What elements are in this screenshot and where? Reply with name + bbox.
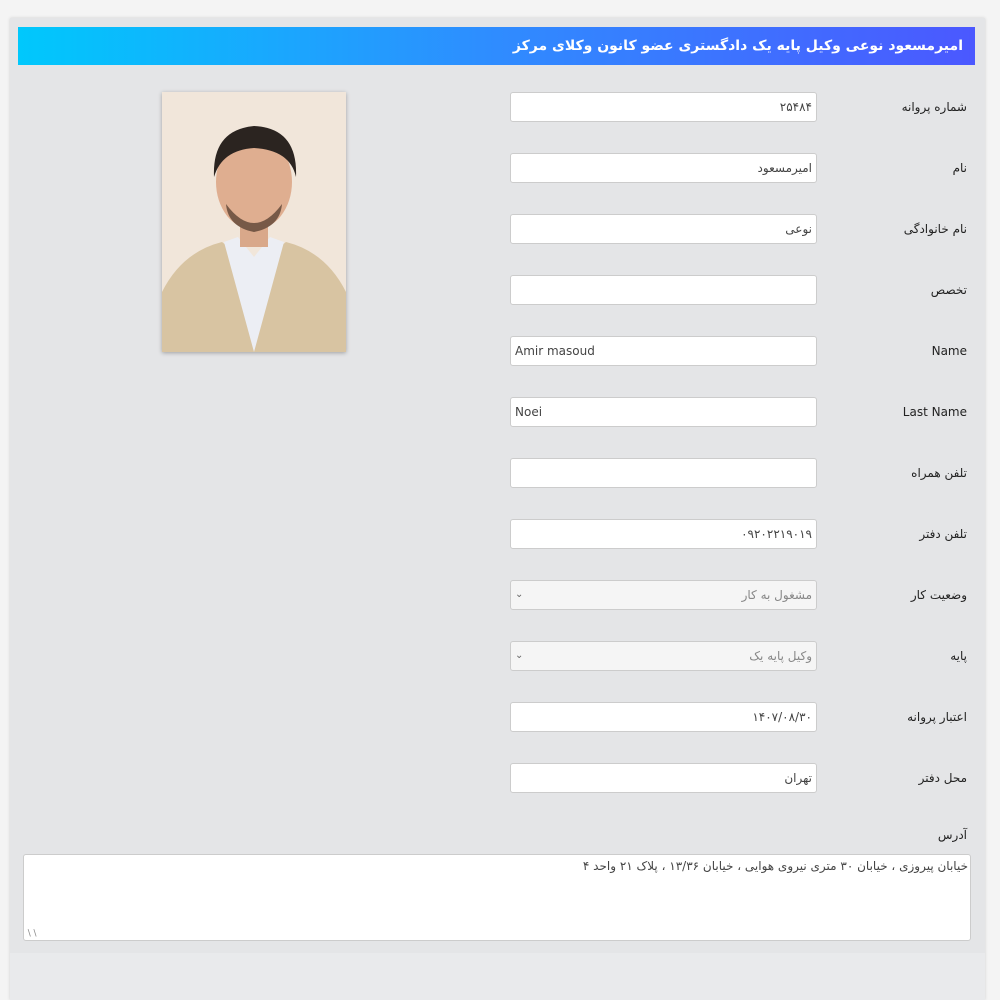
name-en-label: Name [931, 344, 967, 358]
license-number-input[interactable]: ۲۵۴۸۴ [510, 92, 817, 122]
field-row-work-status [10, 580, 985, 610]
license-validity-label: اعتبار پروانه [907, 710, 967, 724]
address-textarea[interactable] [23, 854, 971, 941]
field-row-first-name [10, 153, 985, 183]
address-label: آدرس [937, 828, 967, 842]
grade-value: وکیل پایه یک [749, 649, 812, 663]
specialty-label: تخصص [930, 283, 967, 297]
field-row-office-location [10, 763, 985, 793]
profile-header [18, 27, 975, 65]
first-name-input[interactable]: امیرمسعود [510, 153, 817, 183]
license-number-label: شماره پروانه [901, 100, 967, 114]
mobile-label: تلفن همراه [911, 466, 967, 480]
lastname-en-label: Last Name [902, 405, 967, 419]
office-phone-input[interactable]: ۰۹۲۰۲۲۱۹۰۱۹ [510, 519, 817, 549]
field-row-grade [10, 641, 985, 671]
field-row-lastname-en [10, 397, 985, 427]
office-location-input[interactable]: تهران [510, 763, 817, 793]
specialty-input[interactable] [510, 275, 817, 305]
lastname-en-input[interactable]: Noei [510, 397, 817, 427]
grade-label: پایه [950, 649, 967, 663]
chevron-down-icon: ⌄ [515, 589, 524, 600]
address-value: خیابان پیروزی ، خیابان ۳۰ متری نیروی هوایی ، خیابان ۱۳/۳۶ ، پلاک ۲۱ واحد ۴ [582, 859, 968, 873]
last-name-input[interactable]: نوعی [510, 214, 817, 244]
first-name-label: نام [952, 161, 967, 175]
office-phone-label: تلفن دفتر [919, 527, 967, 541]
work-status-select[interactable] [510, 580, 817, 610]
field-row-mobile [10, 458, 985, 488]
license-validity-input[interactable]: ۱۴۰۷/۰۸/۳۰ [510, 702, 817, 732]
field-row-name-en [10, 336, 985, 366]
profile-panel [10, 18, 985, 1000]
field-row-last-name [10, 214, 985, 244]
grade-select[interactable] [510, 641, 817, 671]
header-title: امیرمسعود نوعی وکیل پایه یک دادگستری عضو کانون وکلای مرکز [512, 38, 963, 54]
field-row-office-phone [10, 519, 985, 549]
field-row-license-number [10, 92, 985, 122]
panel-footer [10, 953, 985, 1000]
field-row-specialty [10, 275, 985, 305]
work-status-label: وضعیت کار [910, 588, 967, 602]
resize-grip-icon[interactable]: ∖∖ [26, 929, 38, 939]
last-name-label: نام خانوادگی [903, 222, 967, 236]
mobile-input[interactable] [510, 458, 817, 488]
work-status-value: مشغول به کار [741, 588, 812, 602]
name-en-input[interactable]: Amir masoud [510, 336, 817, 366]
office-location-label: محل دفتر [918, 771, 967, 785]
chevron-down-icon: ⌄ [515, 650, 524, 661]
field-row-license-validity [10, 702, 985, 732]
